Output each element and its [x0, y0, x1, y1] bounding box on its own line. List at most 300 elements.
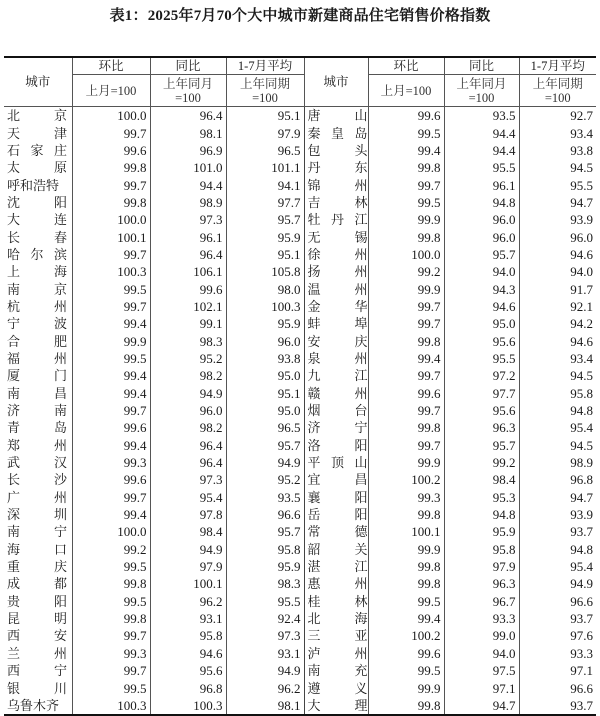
value-mom: 99.5 — [368, 662, 444, 679]
city-name: 呼和浩特 — [7, 177, 60, 193]
value-avg: 94.9 — [226, 662, 304, 679]
value-avg: 91.7 — [519, 280, 596, 297]
value-mom: 99.8 — [368, 159, 444, 176]
city-name: 泸 州 — [304, 645, 368, 662]
value-yoy: 98.2 — [150, 419, 226, 436]
value-avg: 96.0 — [226, 332, 304, 349]
table-row — [4, 575, 596, 592]
value-yoy: 101.0 — [150, 159, 226, 176]
value-mom: 99.5 — [368, 194, 444, 211]
city-name: 洛 阳 — [304, 437, 368, 454]
value-yoy: 95.6 — [150, 662, 226, 679]
header-yoy-right: 同比 — [444, 57, 519, 75]
city-name: 宁 波 — [7, 316, 67, 332]
value-mom: 99.5 — [72, 280, 150, 297]
value-yoy: 97.9 — [444, 558, 519, 575]
table-row — [4, 558, 596, 575]
city-name: 南 宁 — [7, 524, 67, 540]
value-yoy: 95.0 — [444, 315, 519, 332]
value-yoy: 95.8 — [150, 627, 226, 644]
city-name: 锦 州 — [304, 176, 368, 193]
value-avg: 94.1 — [226, 176, 304, 193]
value-mom: 100.0 — [72, 211, 150, 228]
city-name: 扬 州 — [304, 263, 368, 280]
value-avg: 95.0 — [226, 402, 304, 419]
city-name: 秦 皇 岛 — [304, 124, 368, 141]
table-row — [4, 662, 596, 679]
value-mom: 99.9 — [368, 280, 444, 297]
city-name: 丹 东 — [304, 159, 368, 176]
value-avg: 94.6 — [519, 246, 596, 263]
table-row — [4, 541, 596, 558]
value-yoy: 94.4 — [444, 124, 519, 141]
value-yoy: 100.3 — [150, 697, 226, 715]
value-avg: 93.8 — [226, 350, 304, 367]
value-avg: 96.6 — [519, 593, 596, 610]
table-row — [4, 489, 596, 506]
table-row — [4, 385, 596, 402]
value-avg: 97.6 — [519, 627, 596, 644]
value-avg: 93.1 — [226, 645, 304, 662]
value-avg: 95.9 — [226, 315, 304, 332]
header-avg-base: 上年同期 =100 — [226, 75, 304, 107]
city-name: 三 亚 — [304, 627, 368, 644]
city-name: 兰 州 — [7, 645, 67, 661]
table-row — [4, 107, 596, 125]
city-name: 武 汉 — [7, 455, 67, 471]
value-yoy: 95.4 — [150, 489, 226, 506]
table-row — [4, 194, 596, 211]
value-avg: 95.2 — [226, 471, 304, 488]
value-avg: 95.5 — [226, 593, 304, 610]
value-avg: 96.5 — [226, 419, 304, 436]
city-name: 无 锡 — [304, 228, 368, 245]
table-row — [4, 523, 596, 540]
value-yoy: 98.9 — [150, 194, 226, 211]
value-yoy: 95.3 — [444, 489, 519, 506]
value-yoy: 95.5 — [444, 350, 519, 367]
value-yoy: 97.3 — [150, 211, 226, 228]
value-avg: 95.0 — [226, 367, 304, 384]
value-mom: 99.6 — [72, 471, 150, 488]
value-mom: 99.4 — [368, 610, 444, 627]
value-yoy: 95.8 — [444, 541, 519, 558]
value-mom: 99.7 — [72, 402, 150, 419]
value-avg: 96.6 — [519, 679, 596, 696]
value-yoy: 97.2 — [444, 367, 519, 384]
value-yoy: 98.1 — [150, 124, 226, 141]
value-avg: 93.5 — [226, 489, 304, 506]
value-avg: 95.9 — [226, 228, 304, 245]
value-mom: 99.3 — [72, 454, 150, 471]
city-name: 广 州 — [7, 489, 67, 505]
value-mom: 99.7 — [368, 298, 444, 315]
table-title: 表1：2025年7月70个大中城市新建商品住宅销售价格指数 — [109, 8, 491, 24]
value-yoy: 96.7 — [444, 593, 519, 610]
value-avg: 93.9 — [519, 211, 596, 228]
value-mom: 99.4 — [72, 385, 150, 402]
city-name: 牡 丹 江 — [304, 211, 368, 228]
city-name: 唐 山 — [304, 107, 368, 125]
city-name: 长 春 — [7, 229, 67, 245]
value-yoy: 96.4 — [150, 246, 226, 263]
value-yoy: 96.9 — [150, 142, 226, 159]
table-row — [4, 211, 596, 228]
city-name: 徐 州 — [304, 246, 368, 263]
city-name: 郑 州 — [7, 437, 67, 453]
value-yoy: 96.0 — [150, 402, 226, 419]
value-avg: 92.7 — [519, 107, 596, 125]
value-avg: 94.5 — [519, 367, 596, 384]
value-avg: 95.4 — [519, 558, 596, 575]
value-yoy: 96.4 — [150, 437, 226, 454]
city-name: 合 肥 — [7, 333, 67, 349]
value-avg: 96.5 — [226, 142, 304, 159]
value-avg: 98.9 — [519, 454, 596, 471]
value-yoy: 94.9 — [150, 385, 226, 402]
city-name: 石 家 庄 — [7, 142, 67, 158]
value-yoy: 97.9 — [150, 558, 226, 575]
value-mom: 100.3 — [72, 263, 150, 280]
value-avg: 95.7 — [226, 523, 304, 540]
value-yoy: 97.8 — [150, 506, 226, 523]
value-yoy: 94.9 — [150, 541, 226, 558]
value-yoy: 100.1 — [150, 575, 226, 592]
header-mom-right: 环比 — [368, 57, 444, 75]
table-row — [4, 124, 596, 141]
city-name: 南 昌 — [7, 385, 67, 401]
value-yoy: 99.6 — [150, 280, 226, 297]
value-avg: 93.8 — [519, 142, 596, 159]
value-yoy: 94.8 — [444, 506, 519, 523]
table-row — [4, 159, 596, 176]
value-yoy: 94.8 — [444, 194, 519, 211]
value-mom: 99.8 — [368, 506, 444, 523]
table-row — [4, 627, 596, 644]
price-index-table — [4, 56, 596, 716]
table-row — [4, 437, 596, 454]
value-yoy: 99.1 — [150, 315, 226, 332]
value-mom: 99.6 — [72, 142, 150, 159]
value-avg: 93.3 — [519, 645, 596, 662]
table-row — [4, 315, 596, 332]
value-mom: 99.4 — [368, 350, 444, 367]
city-name: 温 州 — [304, 280, 368, 297]
value-yoy: 94.4 — [444, 142, 519, 159]
value-mom: 99.8 — [368, 558, 444, 575]
value-yoy: 96.3 — [444, 419, 519, 436]
value-mom: 99.7 — [72, 124, 150, 141]
city-name: 桂 林 — [304, 593, 368, 610]
table-row — [4, 350, 596, 367]
city-name: 贵 阳 — [7, 593, 67, 609]
value-mom: 99.6 — [368, 645, 444, 662]
value-yoy: 94.7 — [444, 697, 519, 715]
table-row — [4, 454, 596, 471]
value-yoy: 102.1 — [150, 298, 226, 315]
value-avg: 94.7 — [519, 489, 596, 506]
value-yoy: 94.3 — [444, 280, 519, 297]
table-row — [4, 419, 596, 436]
value-yoy: 94.4 — [150, 176, 226, 193]
value-yoy: 95.5 — [444, 159, 519, 176]
value-avg: 93.4 — [519, 124, 596, 141]
value-mom: 99.7 — [368, 437, 444, 454]
city-name: 福 州 — [7, 350, 67, 366]
value-avg: 97.3 — [226, 627, 304, 644]
value-yoy: 97.3 — [150, 471, 226, 488]
city-name: 金 华 — [304, 298, 368, 315]
city-name: 厦 门 — [7, 368, 67, 384]
city-name: 北 京 — [7, 108, 67, 124]
value-avg: 94.9 — [519, 575, 596, 592]
city-name: 平 顶 山 — [304, 454, 368, 471]
value-avg: 93.7 — [519, 697, 596, 715]
value-mom: 99.4 — [72, 506, 150, 523]
value-avg: 100.3 — [226, 298, 304, 315]
value-mom: 99.8 — [368, 332, 444, 349]
value-avg: 94.8 — [519, 541, 596, 558]
value-avg: 96.8 — [519, 471, 596, 488]
value-avg: 94.7 — [519, 194, 596, 211]
value-mom: 99.7 — [72, 662, 150, 679]
value-yoy: 96.2 — [150, 593, 226, 610]
table-row — [4, 298, 596, 315]
table-row — [4, 176, 596, 193]
value-mom: 99.8 — [368, 575, 444, 592]
value-avg: 92.1 — [519, 298, 596, 315]
city-name: 九 江 — [304, 367, 368, 384]
value-mom: 99.5 — [72, 558, 150, 575]
city-name: 蚌 埠 — [304, 315, 368, 332]
value-mom: 99.8 — [368, 697, 444, 715]
value-yoy: 99.2 — [444, 454, 519, 471]
value-avg: 101.1 — [226, 159, 304, 176]
value-yoy: 95.2 — [150, 350, 226, 367]
value-avg: 97.9 — [226, 124, 304, 141]
city-name: 宜 昌 — [304, 471, 368, 488]
header-mom-base-right: 上月=100 — [368, 75, 444, 107]
city-name: 惠 州 — [304, 575, 368, 592]
value-avg: 95.1 — [226, 107, 304, 125]
value-mom: 99.4 — [368, 142, 444, 159]
value-yoy: 95.7 — [444, 437, 519, 454]
value-yoy: 98.2 — [150, 367, 226, 384]
city-name: 大 连 — [7, 212, 67, 228]
value-yoy: 94.0 — [444, 645, 519, 662]
value-avg: 95.5 — [519, 176, 596, 193]
value-mom: 99.8 — [368, 419, 444, 436]
table-row — [4, 610, 596, 627]
value-yoy: 94.0 — [444, 263, 519, 280]
value-avg: 94.5 — [519, 437, 596, 454]
value-mom: 99.4 — [72, 437, 150, 454]
header-mom: 环比 — [72, 57, 150, 75]
value-mom: 99.5 — [72, 593, 150, 610]
value-yoy: 98.3 — [150, 332, 226, 349]
value-mom: 99.7 — [72, 176, 150, 193]
city-name: 沈 阳 — [7, 194, 67, 210]
value-avg: 93.7 — [519, 523, 596, 540]
value-mom: 100.3 — [72, 697, 150, 715]
city-name: 青 岛 — [7, 420, 67, 436]
value-yoy: 106.1 — [150, 263, 226, 280]
table-row — [4, 280, 596, 297]
table-row — [4, 228, 596, 245]
value-yoy: 96.8 — [150, 679, 226, 696]
city-name: 深 圳 — [7, 507, 67, 523]
value-mom: 100.2 — [368, 627, 444, 644]
city-name: 大 理 — [304, 697, 368, 715]
table-row — [4, 246, 596, 263]
city-name: 西 宁 — [7, 663, 67, 679]
value-yoy: 94.6 — [444, 298, 519, 315]
value-mom: 100.0 — [368, 246, 444, 263]
value-yoy: 96.3 — [444, 575, 519, 592]
city-name: 济 南 — [7, 403, 67, 419]
value-mom: 99.5 — [72, 679, 150, 696]
value-avg: 95.7 — [226, 211, 304, 228]
value-yoy: 98.4 — [444, 471, 519, 488]
value-yoy: 95.9 — [444, 523, 519, 540]
value-mom: 99.4 — [72, 367, 150, 384]
city-name: 烟 台 — [304, 402, 368, 419]
city-name: 太 原 — [7, 160, 67, 176]
value-yoy: 95.6 — [444, 402, 519, 419]
table-row — [4, 593, 596, 610]
city-name: 重 庆 — [7, 559, 67, 575]
value-avg: 94.6 — [519, 332, 596, 349]
header-avg-right: 1-7月平均 — [519, 57, 596, 75]
value-mom: 100.1 — [72, 228, 150, 245]
value-mom: 99.2 — [72, 541, 150, 558]
header-avg-base-right: 上年同期 =100 — [519, 75, 596, 107]
value-mom: 99.2 — [368, 263, 444, 280]
value-avg: 94.2 — [519, 315, 596, 332]
value-mom: 99.9 — [368, 454, 444, 471]
value-mom: 99.8 — [72, 194, 150, 211]
value-mom: 99.6 — [72, 419, 150, 436]
value-mom: 99.8 — [72, 610, 150, 627]
value-yoy: 93.3 — [444, 610, 519, 627]
value-yoy: 96.1 — [444, 176, 519, 193]
value-yoy: 97.5 — [444, 662, 519, 679]
value-mom: 99.5 — [368, 124, 444, 141]
value-mom: 99.9 — [368, 679, 444, 696]
city-name: 安 庆 — [304, 332, 368, 349]
city-name: 哈 尔 滨 — [7, 246, 67, 262]
city-name: 吉 林 — [304, 194, 368, 211]
header-yoy-base-right: 上年同月 =100 — [444, 75, 519, 107]
city-name: 成 都 — [7, 576, 67, 592]
value-avg: 95.4 — [519, 419, 596, 436]
value-mom: 99.7 — [368, 315, 444, 332]
city-name: 济 宁 — [304, 419, 368, 436]
value-mom: 99.7 — [72, 627, 150, 644]
value-yoy: 99.0 — [444, 627, 519, 644]
value-yoy: 96.1 — [150, 228, 226, 245]
value-avg: 98.0 — [226, 280, 304, 297]
value-mom: 99.8 — [72, 159, 150, 176]
city-name: 南 充 — [304, 662, 368, 679]
value-avg: 95.9 — [226, 558, 304, 575]
city-name: 韶 关 — [304, 541, 368, 558]
value-avg: 96.0 — [519, 228, 596, 245]
city-name: 遵 义 — [304, 679, 368, 696]
city-name: 银 川 — [7, 680, 67, 696]
value-avg: 98.3 — [226, 575, 304, 592]
value-mom: 99.7 — [72, 246, 150, 263]
value-mom: 99.5 — [368, 593, 444, 610]
table-row — [4, 506, 596, 523]
table-row — [4, 645, 596, 662]
value-avg: 96.2 — [226, 679, 304, 696]
value-avg: 93.4 — [519, 350, 596, 367]
value-yoy: 96.0 — [444, 211, 519, 228]
table-row — [4, 402, 596, 419]
value-mom: 99.9 — [368, 541, 444, 558]
value-mom: 99.7 — [368, 402, 444, 419]
value-mom: 99.6 — [368, 107, 444, 125]
city-name: 岳 阳 — [304, 506, 368, 523]
value-mom: 99.7 — [72, 298, 150, 315]
value-mom: 99.5 — [72, 350, 150, 367]
table-row — [4, 142, 596, 159]
city-name: 杭 州 — [7, 298, 67, 314]
value-mom: 99.7 — [72, 489, 150, 506]
value-mom: 99.6 — [368, 385, 444, 402]
value-mom: 99.3 — [368, 489, 444, 506]
value-avg: 98.1 — [226, 697, 304, 715]
city-name: 乌鲁木齐 — [4, 697, 72, 715]
value-avg: 95.8 — [226, 541, 304, 558]
value-yoy: 96.4 — [150, 107, 226, 125]
value-avg: 92.4 — [226, 610, 304, 627]
value-mom: 99.4 — [72, 315, 150, 332]
value-mom: 99.8 — [368, 228, 444, 245]
table-row — [4, 679, 596, 696]
value-mom: 100.2 — [368, 471, 444, 488]
value-mom: 99.7 — [368, 176, 444, 193]
value-avg: 95.7 — [226, 437, 304, 454]
value-avg: 94.8 — [519, 402, 596, 419]
city-name: 包 头 — [304, 142, 368, 159]
header-mom-base: 上月=100 — [72, 75, 150, 107]
city-name: 赣 州 — [304, 385, 368, 402]
value-avg: 97.7 — [226, 194, 304, 211]
value-avg: 95.8 — [519, 385, 596, 402]
value-avg: 93.7 — [519, 610, 596, 627]
city-name: 北 海 — [304, 610, 368, 627]
value-avg: 105.8 — [226, 263, 304, 280]
header-yoy: 同比 — [150, 57, 226, 75]
value-mom: 100.1 — [368, 523, 444, 540]
value-yoy: 97.1 — [444, 679, 519, 696]
table-row — [4, 332, 596, 349]
city-name: 上 海 — [7, 264, 67, 280]
value-yoy: 95.7 — [444, 246, 519, 263]
value-mom: 99.3 — [72, 645, 150, 662]
value-avg: 96.6 — [226, 506, 304, 523]
value-avg: 94.5 — [519, 159, 596, 176]
city-name: 西 安 — [7, 628, 67, 644]
value-avg: 95.1 — [226, 246, 304, 263]
value-mom: 99.9 — [368, 211, 444, 228]
value-mom: 99.7 — [368, 367, 444, 384]
header-city-right: 城市 — [304, 57, 368, 107]
table-row — [4, 263, 596, 280]
value-mom: 99.9 — [72, 332, 150, 349]
